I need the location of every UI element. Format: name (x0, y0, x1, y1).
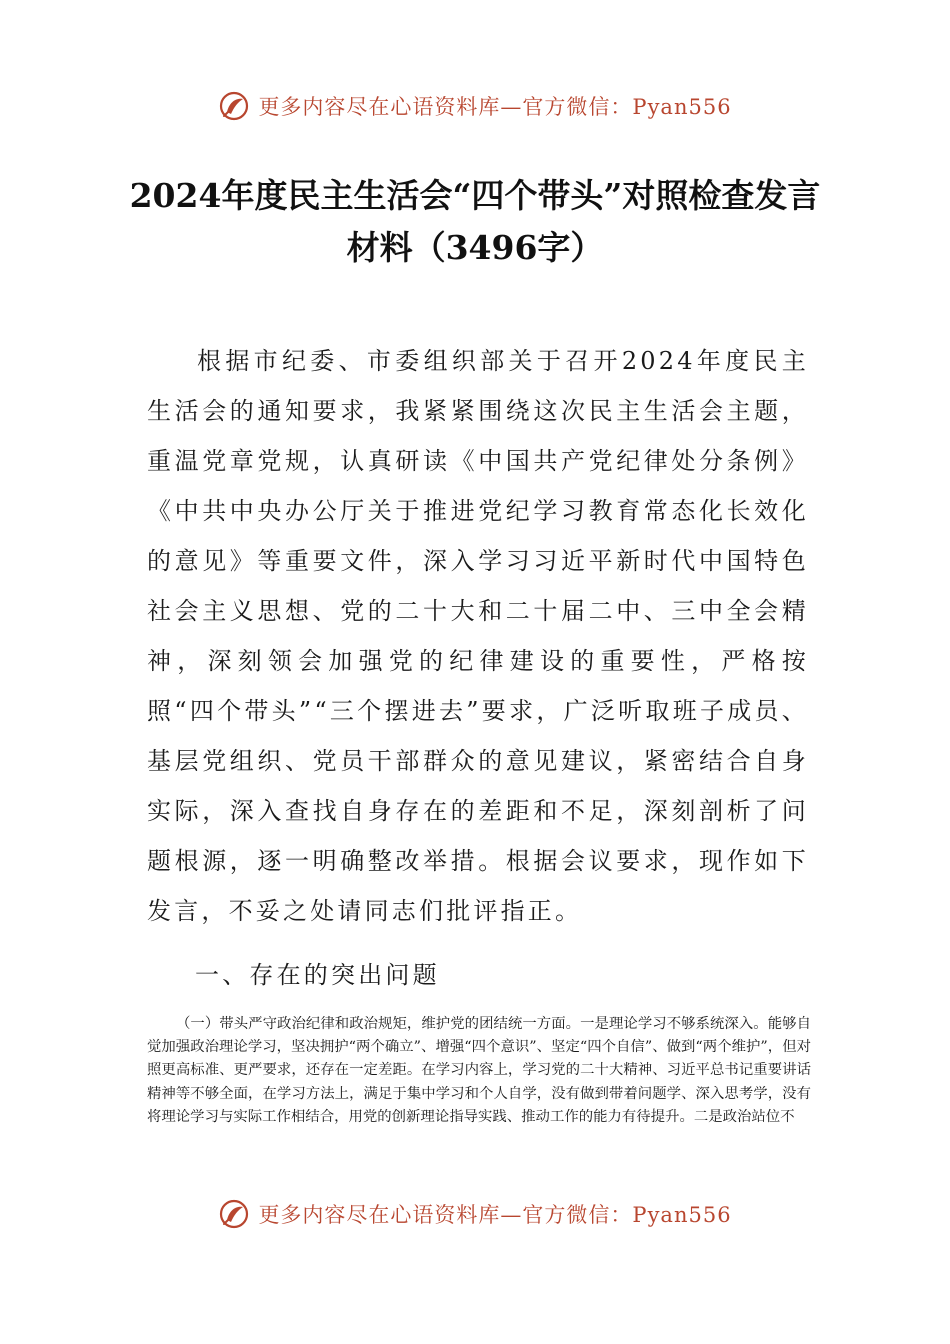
section-heading: 一、存在的突出问题 (195, 961, 440, 989)
footer-watermark (0, 1194, 950, 1234)
brand-logo-icon (218, 90, 250, 122)
header-watermark (0, 86, 950, 126)
document-title: 2024年度民主生活会“四个带头”对照检查发言材料（3496字） (129, 176, 821, 267)
brand-logo-icon (218, 1198, 250, 1230)
intro-paragraph: 根据市纪委、市委组织部关于召开2024年度民主生活会的通知要求，我紧紧围绕这次民主生活会主题，重温党章党规，认真研读《中国共产党纪律处分条例》《中共中央办公厅关于推进党纪学习教育常态化长效化的意见》等重要文件，深入学习习近平新时代中国特色社会主义思想、党的二十大和二十届二中、三中全会精神，深刻领会加强党的纪律建设的重要性，严格按照“四个带头”“三个摆进去”要求，广泛听取班子成员、基层党组织、党员干部群众的意见建议，紧密结合自身实际，深入查找自身存在的差距和不足，深刻剖析了问题根源，逐一明确整改举措。根据会议要求，现作如下发言，不妥之处请同志们批评指正。 (147, 347, 809, 925)
watermark-text: 更多内容尽在心语资料库—官方微信：Pyan556 (258, 1203, 732, 1227)
watermark-text: 更多内容尽在心语资料库—官方微信：Pyan556 (258, 95, 732, 119)
section-paragraph: （一）带头严守政治纪律和政治规矩，维护党的团结统一方面。一是理论学习不够系统深入。能够自觉加强政治理论学习，坚决拥护“两个确立”、增强“四个意识”、坚定“四个自信”、做到“两个维护”，但对照更高标准、更严要求，还存在一定差距。在学习内容上，学习党的二十大精神、习近平总书记重要讲话精神等不够全面，在学习方法上，满足于集中学习和个人自学，没有做到带着问题学、深入思考学，没有将理论学习与实际工作相结合，用党的创新理论指导实践、推动工作的能力有待提升。二是政治站位不 (147, 1016, 811, 1125)
